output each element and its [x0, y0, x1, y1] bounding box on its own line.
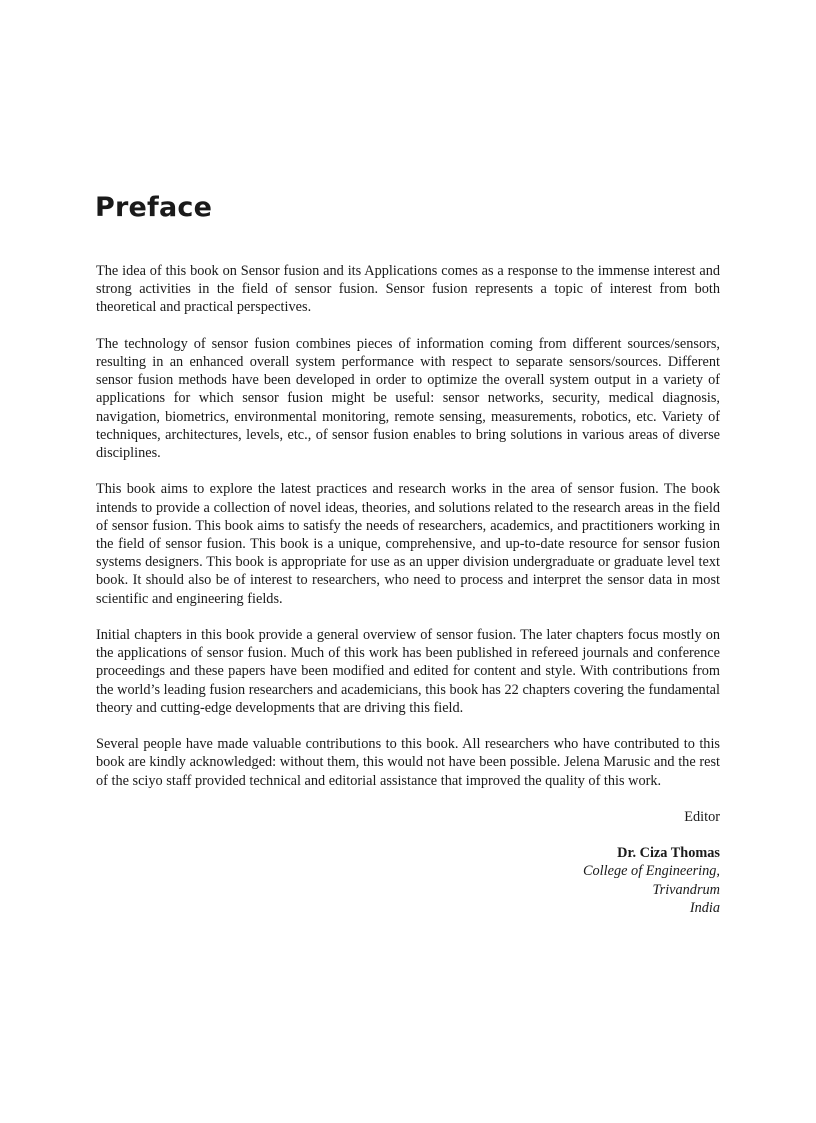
signature-block: [96, 844, 720, 917]
paragraph-chapters: Initial chapters in this book provide a general overview of sensor fusion. The later chapters focus mostly on the applications of sensor fusion. Much of this work has been published in refereed journals and conference proceedings and these papers have been modified and edited for content and style. With contributions from the world’s leading fusion researchers and academicians, this book has 22 chapters covering the fundamental theory and cutting-edge developments that are driving this field.: [96, 627, 720, 716]
affiliation-city: Trivandrum: [652, 881, 720, 898]
editor-label: Editor: [684, 809, 720, 826]
paragraph-technology: The technology of sensor fusion combines pieces of information coming from different sources/sensors, resulting in an enhanced overall system performance with respect to separate sensors/sources. Different sensor fusion methods have been developed in order to optimize the overall system output in a variety of applications for which sensor fusion might be useful: sensor networks, security, medical diagnosis, navigation, biometrics, environmental monitoring, remote sensing, measurements, robotics, etc. Variety of techniques, architectures, levels, etc., of sensor fusion enables to bring solutions in various areas of diverse disciplines.: [96, 335, 720, 462]
editor-name: Dr. Ciza Thomas: [617, 845, 720, 862]
paragraph-acknowledgements: Several people have made valuable contributions to this book. All researchers who have contributed to this book are kindly acknowledged: without them, this would not have been possible. Jelena Marusic and the rest of the sciyo staff provided technical and editorial assistance that improved the quality of this work.: [96, 736, 720, 789]
affiliation-college: College of Engineering,: [583, 863, 720, 880]
affiliation-country: India: [689, 899, 720, 916]
paragraph-aims: This book aims to explore the latest practices and research works in the area of sensor fusion. The book intends to provide a collection of novel ideas, theories, and solutions related to the research areas in the field of sensor fusion. This book aims to satisfy the needs of researchers, academics, and practitioners working in the field of sensor fusion. This book is a unique, comprehensive, and up-to-date resource for sensor fusion systems designers. This book is appropriate for use as an upper division undergraduate or graduate level text book. It should also be of interest to researchers, who need to process and interpret the sensor data in most scientific and engineering fields.: [96, 481, 720, 607]
page-title: Preface: [95, 192, 213, 223]
paragraph-intro: The idea of this book on Sensor fusion and its Applications comes as a response to the immense interest and strong activities in the field of sensor fusion. Sensor fusion represents a topic of interest from both theoretical and practical perspectives.: [96, 263, 720, 316]
document-body: [96, 262, 720, 917]
